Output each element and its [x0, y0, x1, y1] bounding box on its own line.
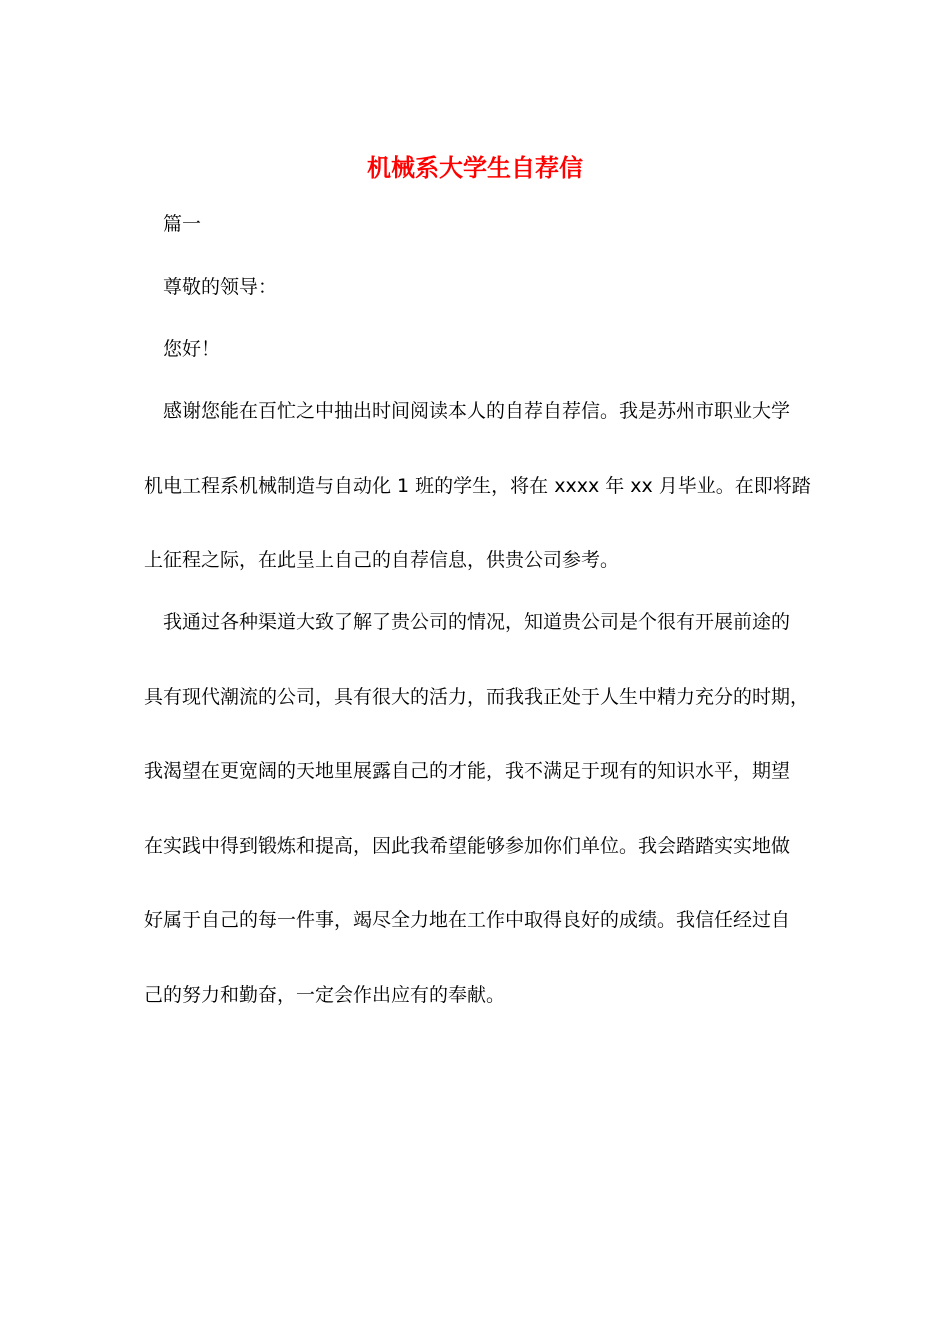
paragraph-1-line-3: 上征程之际，在此呈上自己的自荐信息，供贵公司参考。: [144, 549, 620, 571]
paragraph-2-line-6: 己的努力和勤奋，一定会作出应有的奉献。: [144, 984, 506, 1006]
greeting: 您好！: [163, 338, 221, 360]
section-label: 篇一: [163, 213, 202, 235]
paragraph-2-line-4: 在实践中得到锻炼和提高，因此我希望能够参加你们单位。我会踏踏实实地做: [144, 835, 791, 857]
paragraph-2-line-1: 我通过各种渠道大致了解了贵公司的情况，知道贵公司是个很有开展前途的: [163, 611, 791, 633]
paragraph-2-line-3: 我渴望在更宽阔的天地里展露自己的才能，我不满足于现有的知识水平，期望: [144, 760, 791, 782]
document-title: 机械系大学生自荐信: [367, 153, 583, 182]
salutation: 尊敬的领导：: [163, 276, 278, 298]
paragraph-1-line-1: 感谢您能在百忙之中抽出时间阅读本人的自荐自荐信。我是苏州市职业大学: [163, 400, 791, 422]
paragraph-2-line-2: 具有现代潮流的公司，具有很大的活力，而我我正处于人生中精力充分的时期，: [144, 686, 810, 708]
paragraph-1-line-2: 机电工程系机械制造与自动化 1 班的学生，将在 xxxx 年 xx 月毕业。在即将踏: [144, 475, 811, 497]
paragraph-2-line-5: 好属于自己的每一件事，竭尽全力地在工作中取得良好的成绩。我信任经过自: [144, 909, 791, 931]
